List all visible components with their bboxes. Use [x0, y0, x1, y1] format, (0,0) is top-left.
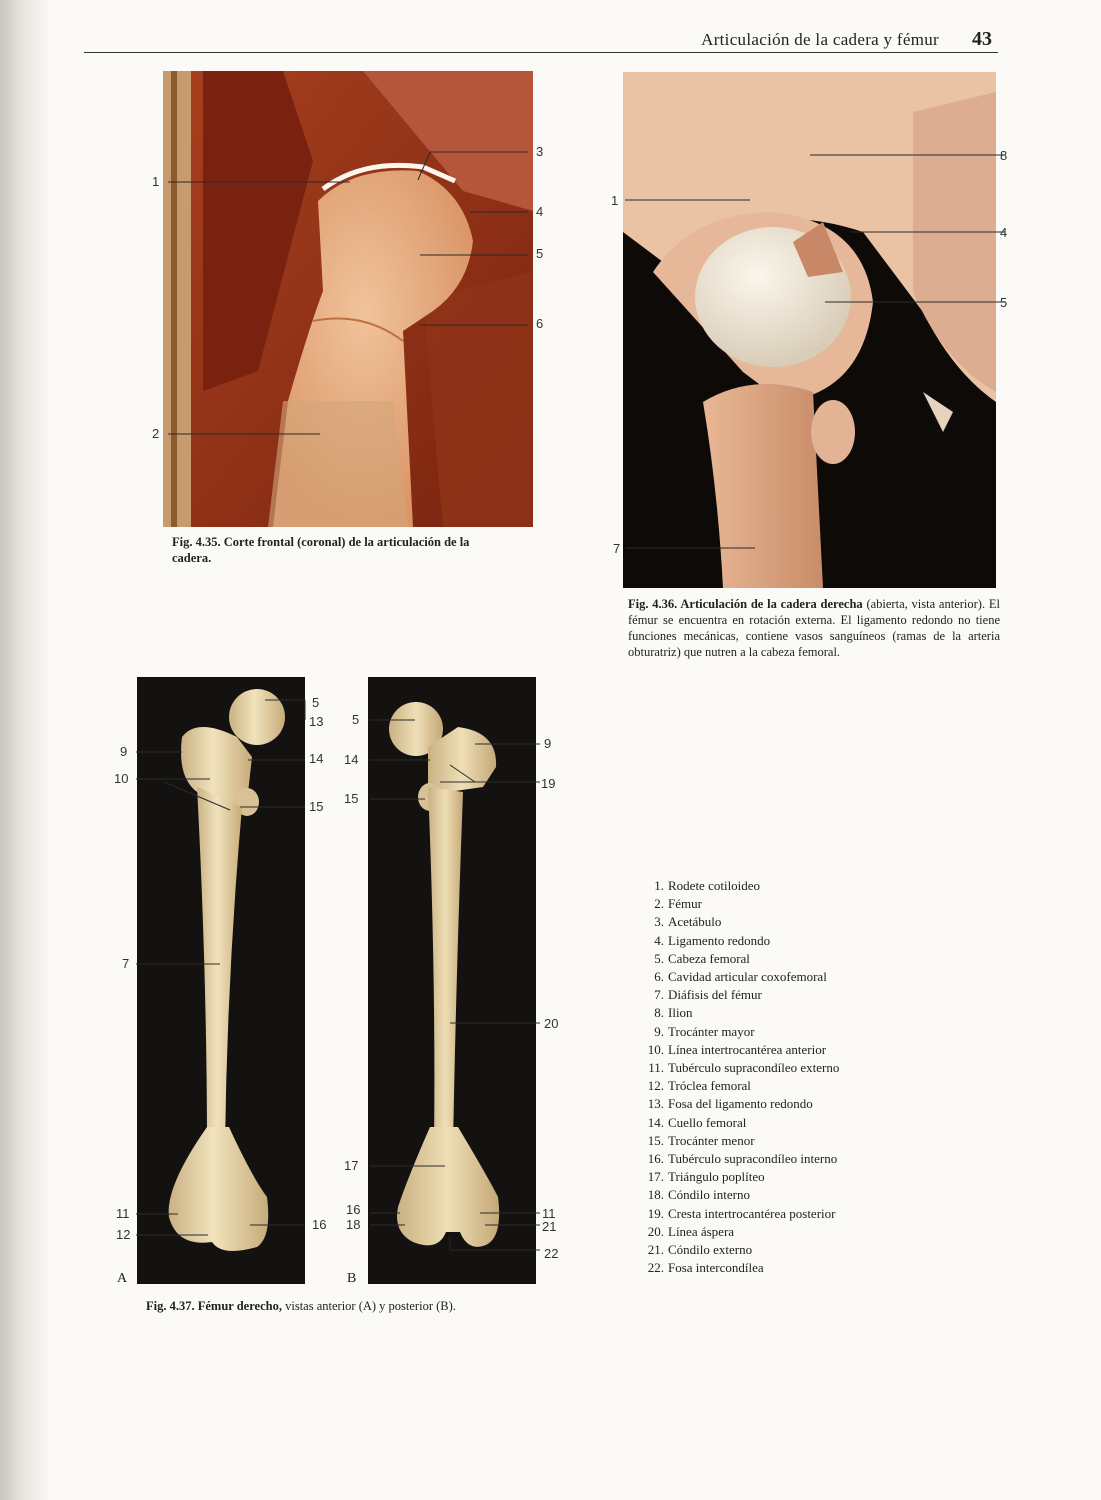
legend-item	[640, 950, 839, 968]
fig-4-37-b-label-14: 14	[344, 752, 359, 767]
legend-item-text: Cavidad articular coxofemoral	[668, 969, 827, 985]
legend-item-text: Fémur	[668, 896, 702, 912]
fig-4-36-label-7: 7	[613, 541, 621, 556]
legend-item-text: Tubérculo supracondíleo externo	[668, 1060, 840, 1076]
fig-4-37-b-label-18: 18	[346, 1217, 361, 1232]
fig-4-37-leaders	[130, 690, 570, 1270]
fig-4-37-b-label-17: 17	[344, 1158, 359, 1173]
fig-4-35-leaders	[150, 140, 550, 450]
legend-item-text: Triángulo poplíteo	[668, 1169, 765, 1185]
fig-4-36-caption	[628, 596, 1000, 660]
fig-4-37-b-label-21: 21	[542, 1219, 557, 1234]
fig-4-37-b-label-11: 11	[542, 1206, 556, 1221]
legend-item-number: 8.	[654, 1005, 664, 1021]
legend-item-text: Ligamento redondo	[668, 932, 771, 948]
fig-4-37-view-b-letter: B	[347, 1271, 357, 1286]
legend-item-text: Acetábulo	[668, 914, 722, 930]
fig-4-37-a-label-9: 9	[120, 744, 128, 759]
legend-item	[640, 877, 839, 895]
legend-item-text: Rodete cotiloideo	[668, 878, 761, 893]
legend-item-number: 14.	[647, 1114, 664, 1130]
legend-item-number: 5.	[654, 950, 664, 966]
legend-item-number: 4.	[654, 932, 664, 948]
page-number: 43	[972, 28, 992, 50]
fig-4-37-b-label-19: 19	[541, 776, 556, 791]
legend-item	[640, 1095, 839, 1113]
fig-4-36-leaders	[620, 150, 1020, 560]
header-rule	[84, 52, 998, 53]
legend-item-number: 10.	[647, 1041, 664, 1057]
fig-4-37-b-label-16: 16	[346, 1202, 361, 1217]
fig-4-37-a-label-11: 11	[116, 1206, 130, 1221]
legend-item-number: 18.	[647, 1187, 664, 1203]
legend-item	[640, 1150, 839, 1168]
fig-4-35-label-2: 2	[152, 426, 160, 441]
legend-item-number: 12.	[647, 1078, 664, 1094]
fig-4-36-caption-body: (abierta, vista anterior). El fémur se encuentra en rotación externa. El ligamento redondo no tiene funciones mecánicas, contiene vasos sanguíneos (ramas de la arteria obturatriz) que nutren a la cabeza femoral.	[628, 597, 1000, 659]
legend-item-number: 19.	[647, 1205, 664, 1221]
legend-item-text: Cóndilo interno	[668, 1187, 750, 1203]
legend-item-text: Línea intertrocantérea anterior	[668, 1041, 827, 1057]
legend-item	[640, 895, 839, 913]
legend-item-text: Cuello femoral	[668, 1114, 747, 1130]
running-header-title: Articulación de la cadera y fémur	[701, 30, 939, 49]
fig-4-36-label-4: 4	[1000, 225, 1008, 240]
legend-item-number: 3.	[654, 914, 664, 930]
fig-4-35-label-6: 6	[536, 316, 544, 331]
page-binding-shadow	[0, 0, 48, 1500]
legend-item-number: 13.	[647, 1096, 664, 1112]
legend-item-text: Ilion	[668, 1005, 693, 1021]
legend-item-number: 11.	[648, 1060, 664, 1076]
legend-item-number: 1.	[654, 878, 664, 893]
legend-item-text: Cabeza femoral	[668, 950, 750, 966]
legend-item-number: 16.	[647, 1151, 664, 1167]
legend-item-number: 21.	[647, 1242, 664, 1258]
legend-item	[640, 1186, 839, 1204]
legend-item-text: Tubérculo supracondíleo interno	[668, 1151, 838, 1167]
fig-4-37-caption-title: Fig. 4.37. Fémur derecho,	[146, 1299, 282, 1313]
fig-4-37-caption-body: vistas anterior (A) y posterior (B).	[281, 1299, 456, 1313]
fig-4-35-label-1: 1	[152, 174, 160, 189]
legend-item-text: Fosa del ligamento redondo	[668, 1096, 813, 1112]
legend-item	[640, 913, 839, 931]
legend-item-number: 6.	[654, 969, 664, 985]
fig-4-35-caption	[172, 534, 502, 566]
legend-item	[640, 986, 839, 1004]
fig-4-35-label-5: 5	[536, 246, 544, 261]
legend-item-text: Cóndilo externo	[668, 1242, 753, 1258]
legend-item-number: 22.	[647, 1260, 664, 1276]
fig-4-37-a-label-5: 5	[312, 695, 320, 710]
fig-4-37-b-label-9: 9	[544, 736, 552, 751]
legend-item	[640, 1259, 839, 1277]
legend-item-text: Cresta intertrocantérea posterior	[668, 1205, 836, 1221]
legend-item-text: Fosa intercondílea	[668, 1260, 764, 1276]
fig-4-36-caption-title: Fig. 4.36. Articulación de la cadera derecha	[628, 597, 863, 611]
fig-4-37-a-label-10: 10	[114, 771, 129, 786]
legend-item	[640, 1059, 839, 1077]
fig-4-37-a-label-12: 12	[116, 1227, 131, 1242]
fig-4-35-caption-text: Fig. 4.35. Corte frontal (coronal) de la articulación de la cadera.	[172, 535, 470, 565]
legend-item	[640, 932, 839, 950]
legend-item-number: 20.	[647, 1223, 664, 1239]
legend-item-number: 7.	[654, 987, 664, 1003]
legend-item	[640, 1004, 839, 1022]
legend-item	[640, 1041, 839, 1059]
fig-4-37-a-label-16: 16	[312, 1217, 327, 1232]
fig-4-36-label-8: 8	[1000, 148, 1008, 163]
legend-item	[640, 1241, 839, 1259]
legend-item-text: Trocánter mayor	[668, 1023, 755, 1039]
legend-item-number: 17.	[647, 1169, 664, 1185]
fig-4-36-label-5: 5	[1000, 295, 1008, 310]
fig-4-37-a-label-13: 13	[309, 714, 324, 729]
anatomy-legend	[640, 877, 839, 1277]
fig-4-37-a-label-14: 14	[309, 751, 324, 766]
legend-item-number: 15.	[647, 1132, 664, 1148]
legend-item	[640, 1223, 839, 1241]
legend-item-text: Línea áspera	[668, 1223, 735, 1239]
fig-4-35-label-3: 3	[536, 144, 544, 159]
fig-4-37-b-label-20: 20	[544, 1016, 559, 1031]
legend-item	[640, 968, 839, 986]
fig-4-36-label-1: 1	[611, 193, 619, 208]
legend-item	[640, 1023, 839, 1041]
legend-item-text: Diáfisis del fémur	[668, 987, 762, 1003]
fig-4-37-a-label-15: 15	[309, 799, 324, 814]
legend-item	[640, 1114, 839, 1132]
fig-4-37-view-a-letter: A	[117, 1271, 128, 1286]
legend-item	[640, 1205, 839, 1223]
legend-item	[640, 1077, 839, 1095]
legend-item-number: 9.	[654, 1023, 664, 1039]
fig-4-37-b-label-22: 22	[544, 1246, 559, 1261]
fig-4-37-a-label-7: 7	[122, 956, 130, 971]
legend-item	[640, 1168, 839, 1186]
legend-item	[640, 1132, 839, 1150]
fig-4-35-label-4: 4	[536, 204, 544, 219]
legend-item-text: Trocánter menor	[668, 1132, 755, 1148]
fig-4-37-b-label-5: 5	[352, 712, 360, 727]
legend-item-number: 2.	[654, 896, 664, 912]
fig-4-37-caption	[146, 1298, 566, 1314]
fig-4-37-b-label-15: 15	[344, 791, 359, 806]
legend-item-text: Tróclea femoral	[668, 1078, 751, 1094]
